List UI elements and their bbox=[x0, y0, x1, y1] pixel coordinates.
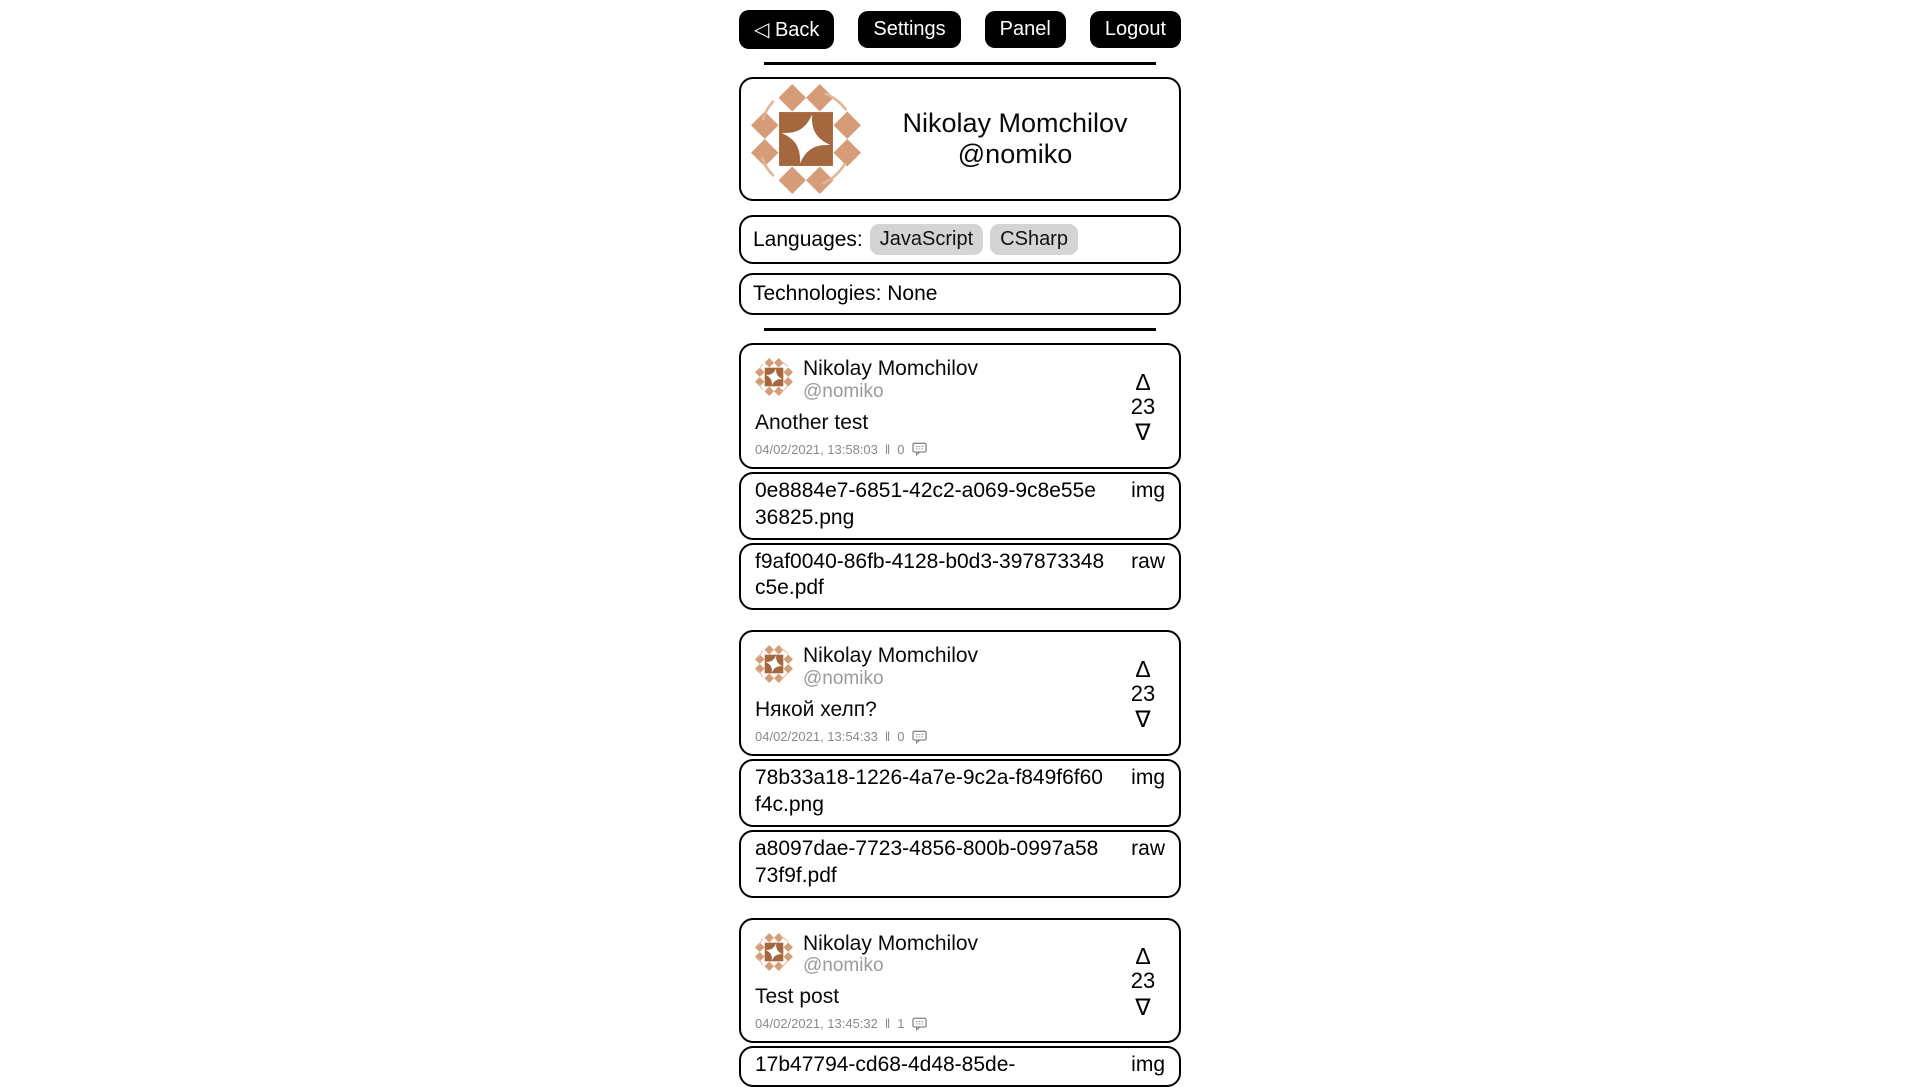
post-timestamp: 04/02/2021, 13:58:03 bbox=[755, 441, 878, 457]
post-card[interactable] bbox=[739, 343, 1181, 469]
post-avatar-identicon bbox=[755, 358, 793, 396]
attachment-row[interactable] bbox=[739, 759, 1181, 827]
back-button[interactable]: ◁ Back bbox=[739, 10, 834, 49]
technologies-card bbox=[739, 273, 1181, 315]
meta-separator: ‖ bbox=[884, 729, 891, 745]
technologies-label: Technologies: None bbox=[753, 282, 938, 305]
post-meta bbox=[755, 729, 1117, 744]
vote-column bbox=[1117, 644, 1169, 744]
post-title: Another test bbox=[755, 410, 869, 434]
post-author: Nikolay Momchilov bbox=[803, 644, 979, 668]
post-main bbox=[755, 932, 1117, 1032]
panel-button[interactable]: Panel bbox=[985, 11, 1066, 48]
attachment-filename: 78b33a18-1226-4a7e-9c2a-f849f6f60f4c.png bbox=[755, 766, 1103, 816]
attachment-filename: f9af0040-86fb-4128-b0d3-397873348c5e.pdf bbox=[755, 549, 1105, 600]
post-author-block bbox=[803, 357, 978, 402]
post-author: Nikolay Momchilov bbox=[803, 931, 979, 955]
attachment-filename: 17b47794-cd68-4d48-85de- bbox=[755, 1053, 1016, 1077]
downvote-button[interactable]: ∇ bbox=[1135, 706, 1151, 733]
meta-separator: ‖ bbox=[884, 1016, 891, 1032]
post-handle: @nomiko bbox=[803, 955, 884, 977]
post-group bbox=[739, 630, 1181, 897]
profile-card bbox=[739, 77, 1181, 201]
post-handle: @nomiko bbox=[803, 380, 884, 402]
comment-count: 0 bbox=[897, 729, 905, 745]
attachment-filename: a8097dae-7723-4856-800b-0997a5873f9f.pdf bbox=[755, 836, 1099, 887]
vote-column bbox=[1117, 932, 1169, 1032]
comments-icon bbox=[912, 442, 927, 456]
post-avatar-identicon bbox=[755, 933, 793, 971]
post-meta bbox=[755, 442, 1117, 457]
content-column bbox=[739, 0, 1181, 1087]
profile-name-block bbox=[861, 108, 1169, 170]
meta-separator: ‖ bbox=[884, 441, 891, 457]
attachment-type: raw bbox=[1131, 549, 1165, 573]
post-timestamp: 04/02/2021, 13:45:32 bbox=[755, 1016, 878, 1032]
divider bbox=[764, 62, 1156, 65]
languages-label: Languages: bbox=[753, 227, 863, 251]
attachment-type: img bbox=[1131, 478, 1165, 502]
post-main bbox=[755, 357, 1117, 457]
logout-button[interactable]: Logout bbox=[1090, 11, 1181, 48]
language-badge-javascript: JavaScript bbox=[870, 224, 983, 255]
attachment-row[interactable] bbox=[739, 543, 1181, 611]
attachment-filename: 0e8884e7-6851-42c2-a069-9c8e55e36825.png bbox=[755, 478, 1096, 529]
upvote-button[interactable]: Δ bbox=[1135, 368, 1151, 395]
attachment-type: raw bbox=[1131, 836, 1165, 860]
profile-avatar-identicon bbox=[751, 84, 861, 194]
post-card[interactable] bbox=[739, 630, 1181, 756]
attachment-row[interactable] bbox=[739, 472, 1181, 540]
post-card[interactable] bbox=[739, 918, 1181, 1044]
post-title: Test post bbox=[755, 985, 840, 1009]
post-header bbox=[755, 357, 1117, 402]
vote-score: 23 bbox=[1130, 968, 1156, 994]
comments-icon bbox=[912, 1017, 927, 1031]
attachment-type: img bbox=[1131, 1053, 1165, 1077]
post-author-block bbox=[803, 932, 978, 977]
divider bbox=[764, 328, 1156, 331]
post-main bbox=[755, 644, 1117, 744]
downvote-button[interactable]: ∇ bbox=[1135, 993, 1151, 1020]
settings-button[interactable]: Settings bbox=[858, 11, 960, 48]
profile-handle: @nomiko bbox=[957, 139, 1073, 169]
profile-name: Nikolay Momchilov bbox=[902, 107, 1128, 138]
language-badge-csharp: CSharp bbox=[990, 224, 1078, 255]
attachment-row[interactable] bbox=[739, 1046, 1181, 1087]
comment-count: 1 bbox=[897, 1016, 905, 1032]
upvote-button[interactable]: Δ bbox=[1135, 943, 1151, 970]
post-header bbox=[755, 932, 1117, 977]
post-group bbox=[739, 918, 1181, 1087]
vote-score: 23 bbox=[1130, 681, 1156, 707]
post-header bbox=[755, 644, 1117, 689]
toolbar bbox=[739, 10, 1181, 49]
comment-count: 0 bbox=[897, 441, 905, 457]
upvote-button[interactable]: Δ bbox=[1135, 655, 1151, 682]
languages-card bbox=[739, 215, 1181, 264]
post-timestamp: 04/02/2021, 13:54:33 bbox=[755, 729, 878, 745]
attachment-type: img bbox=[1131, 766, 1165, 790]
post-author-block bbox=[803, 644, 978, 689]
vote-column bbox=[1117, 357, 1169, 457]
downvote-button[interactable]: ∇ bbox=[1135, 418, 1151, 445]
post-handle: @nomiko bbox=[803, 667, 884, 689]
vote-score: 23 bbox=[1130, 393, 1156, 419]
post-meta bbox=[755, 1016, 1117, 1031]
comments-icon bbox=[912, 730, 927, 744]
attachment-row[interactable] bbox=[739, 830, 1181, 898]
post-author: Nikolay Momchilov bbox=[803, 357, 979, 380]
post-title: Някой хелп? bbox=[755, 698, 877, 722]
post-group bbox=[739, 343, 1181, 610]
post-avatar-identicon bbox=[755, 645, 793, 683]
